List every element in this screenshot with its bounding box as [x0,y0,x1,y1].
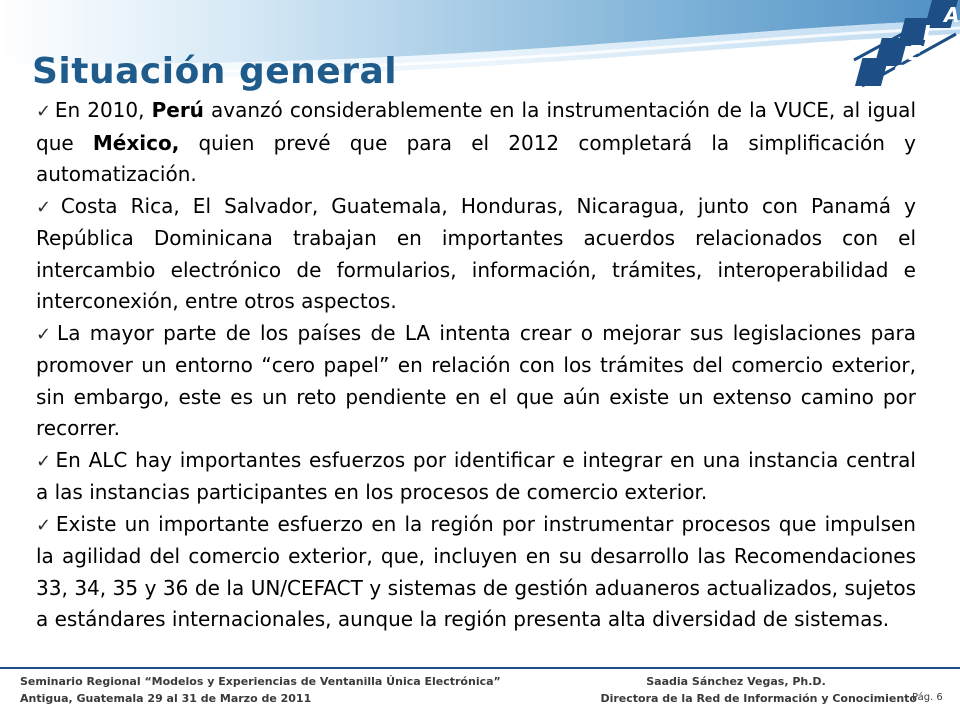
bullet-item [36,318,916,445]
footer-author-name: Saadia Sánchez Vegas, Ph.D. [646,675,826,688]
bullet-text: quien prevé que para el 2012 completará la simplificación y automatización. [36,130,916,186]
bullet-text: En 2010, [54,98,152,122]
logo-letter-e: E [908,41,922,65]
bullet-text: Costa Rica, El Salvador, Guatemala, Honduras, Nicaragua, junto con Panamá y República Dominicana trabajan en importantes acuerdos relacionados con el intercambio electrónico de formularios, información, trámites, interoperabilidad e interconexión, entre otros aspectos. [36,193,916,313]
footer-divider [0,667,960,669]
checkmark-icon: ✓ [36,514,53,536]
footer-author-info [555,673,917,707]
footer-seminar-place-date: Antigua, Guatemala 29 al 31 de Marzo de 2011 [20,692,312,705]
bullet-text: Existe un importante esfuerzo en la región por instrumentar procesos que impulsen la agilidad del comercio exterior, que, incluyen en su desarrollo las Recomendaciones 33, 34, 35 y 36 de la UN/CEFACT y sistemas de gestión aduaneros actualizados, sujetos a estándares internacionales, aunque la región presenta alta diversidad de sistemas. [36,511,916,631]
logo-letter-a: A [944,3,960,27]
bullet-item [36,445,916,509]
slide-title: Situación general [32,51,398,92]
checkmark-icon: ✓ [36,323,55,345]
checkmark-icon: ✓ [36,101,52,122]
bullet-item [36,191,916,318]
bullet-item [36,509,916,636]
bullet-bold-text: México, [92,130,180,155]
bullet-text: avanzó considerablemente en la instrumentación de la VUCE, al igual que [36,98,916,155]
logo-letter-l: L [923,21,936,45]
logo-letter-s: S [893,61,908,85]
footer-seminar-title: Seminario Regional “Modelos y Experiencias de Ventanilla Única Electrónica” [20,675,501,688]
bullet-list [36,95,916,636]
footer-author-role: Directora de la Red de Información y Conocimiento [600,692,917,705]
checkmark-icon: ✓ [36,196,58,218]
bullet-text: En ALC hay importantes esfuerzos por identificar e integrar en una instancia central a las instancias participantes en los procesos de comercio exterior. [36,447,916,504]
bullet-text: La mayor parte de los países de LA intenta crear o mejorar sus legislaciones para promover un entorno “cero papel” en relación con los trámites del comercio exterior, sin embargo, este es un reto pendiente en el que aún existe un extenso camino por recorrer. [36,320,916,440]
page-number: Pág. 6 [912,692,943,703]
bullet-bold-text: Perú [151,98,204,122]
footer-seminar-info [20,673,501,707]
bullet-item [36,95,916,191]
checkmark-icon: ✓ [36,450,53,472]
